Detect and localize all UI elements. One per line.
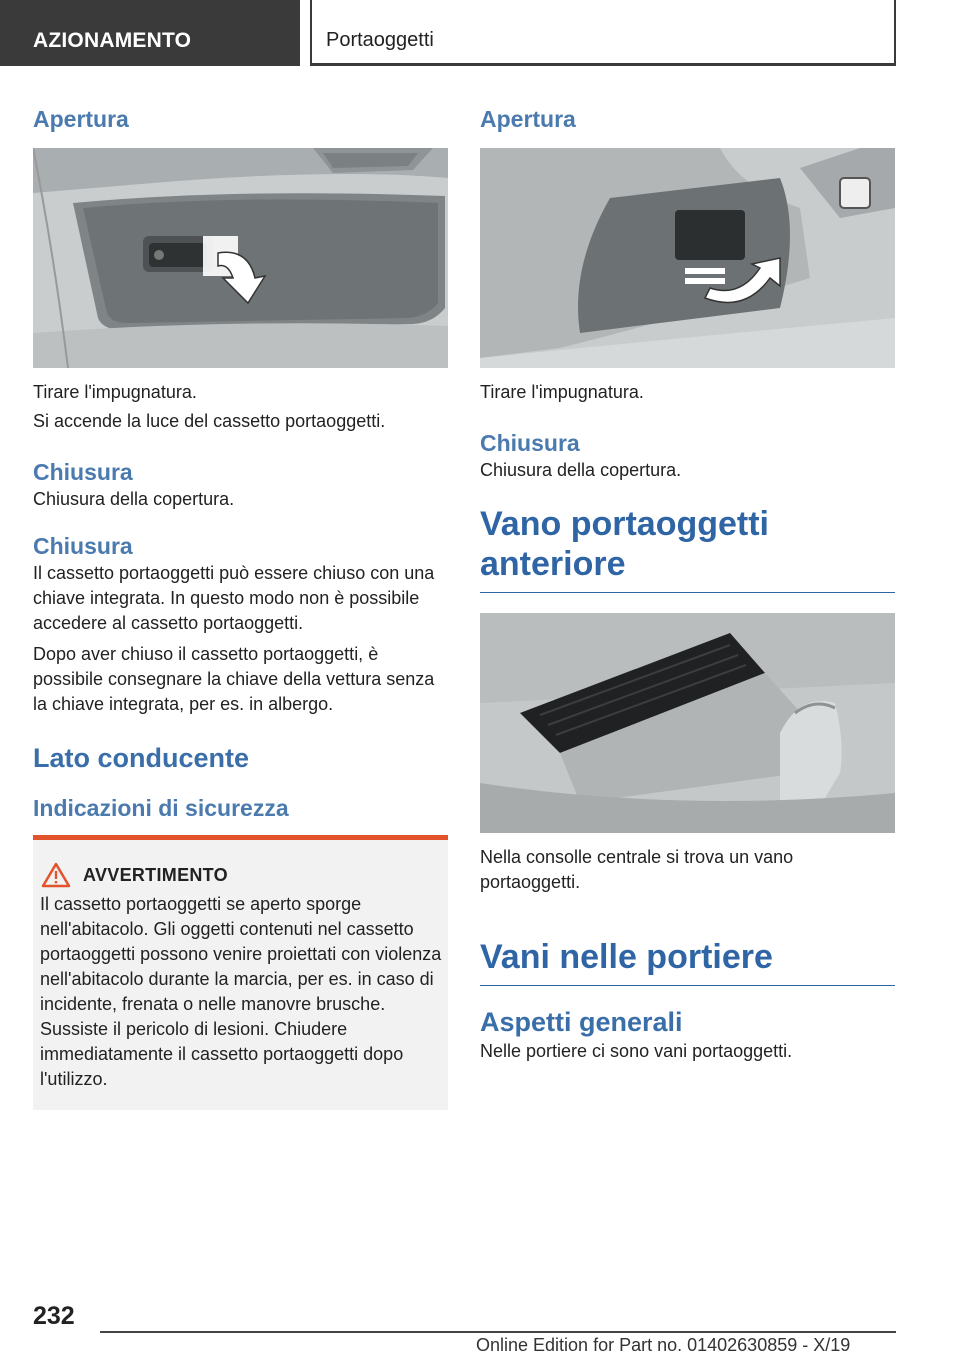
aspetti-text: Nelle portiere ci sono vani portaoggetti. bbox=[480, 1041, 793, 1061]
topic-tab: Portaoggetti bbox=[310, 0, 896, 66]
right-column bbox=[480, 96, 895, 1064]
chiusura-right-heading: Chiusura bbox=[480, 430, 580, 456]
chiusura-text: Chiusura della copertura. bbox=[33, 489, 235, 509]
left-column bbox=[33, 96, 448, 1110]
warning-triangle-icon bbox=[41, 862, 71, 888]
edition-note: Online Edition for Part no. 01402630859 - X/19 bbox=[476, 1335, 851, 1355]
vano-text: Nella consolle centrale si trova un vano portaoggetti. bbox=[480, 847, 794, 892]
apertura-heading: Apertura bbox=[33, 106, 129, 132]
chiusura-lock-heading: Chiusura bbox=[33, 533, 133, 559]
apertura-text-1: Tirare l'impugnatura. bbox=[33, 382, 197, 402]
sicurezza-heading: Indicazioni di sicurezza bbox=[33, 795, 289, 821]
chiusura-lock-text-2: Dopo aver chiuso il cassetto portaoggetti, è possibile consegnare la chiave della vettura senza la chiave integrata, per es. in albergo. bbox=[33, 644, 435, 714]
section-tab: AZIONAMENTO bbox=[0, 0, 300, 66]
warning-text: Il cassetto portaoggetti se aperto sporge nell'abitacolo. Gli oggetti contenuti nel cassetto portaoggetti possono venire proiettati con violenza nell'abitacolo durante la marcia, per es. in caso di incidente, frenata o nelle manovre brusche. Sussiste il pericolo di lesioni. Chiudere immediatamente il cassetto portaoggetti dopo l'utilizzo. bbox=[40, 894, 442, 1089]
apertura-right-heading: Apertura bbox=[480, 106, 576, 132]
chiusura-right-text: Chiusura della copertura. bbox=[480, 460, 682, 480]
page-number: 232 bbox=[33, 1302, 75, 1330]
apertura-right-text: Tirare l'impugnatura. bbox=[480, 382, 644, 402]
center-console-illustration bbox=[480, 613, 895, 833]
chiusura-heading: Chiusura bbox=[33, 459, 133, 485]
vano-anteriore-heading: Vano portaoggetti anteriore bbox=[480, 504, 895, 593]
vani-portiere-heading: Vani nelle portiere bbox=[480, 937, 895, 986]
lato-conducente-heading: Lato conducente bbox=[33, 743, 250, 773]
chiusura-lock-text-1: Il cassetto portaoggetti può essere chiuso con una chiave integrata. In questo modo non è possibile accedere al cassetto portaoggetti. bbox=[33, 563, 435, 633]
aspetti-generali-heading: Aspetti generali bbox=[480, 1007, 683, 1037]
warning-box bbox=[33, 835, 448, 1110]
warning-title: AVVERTIMENTO bbox=[83, 864, 228, 885]
warning-title-row bbox=[41, 862, 448, 888]
glovebox-open-illustration bbox=[33, 148, 448, 368]
apertura-text-2: Si accende la luce del cassetto portaoggetti. bbox=[33, 411, 386, 431]
footer-rule bbox=[100, 1331, 896, 1333]
glovebox-lever-illustration bbox=[480, 148, 895, 368]
